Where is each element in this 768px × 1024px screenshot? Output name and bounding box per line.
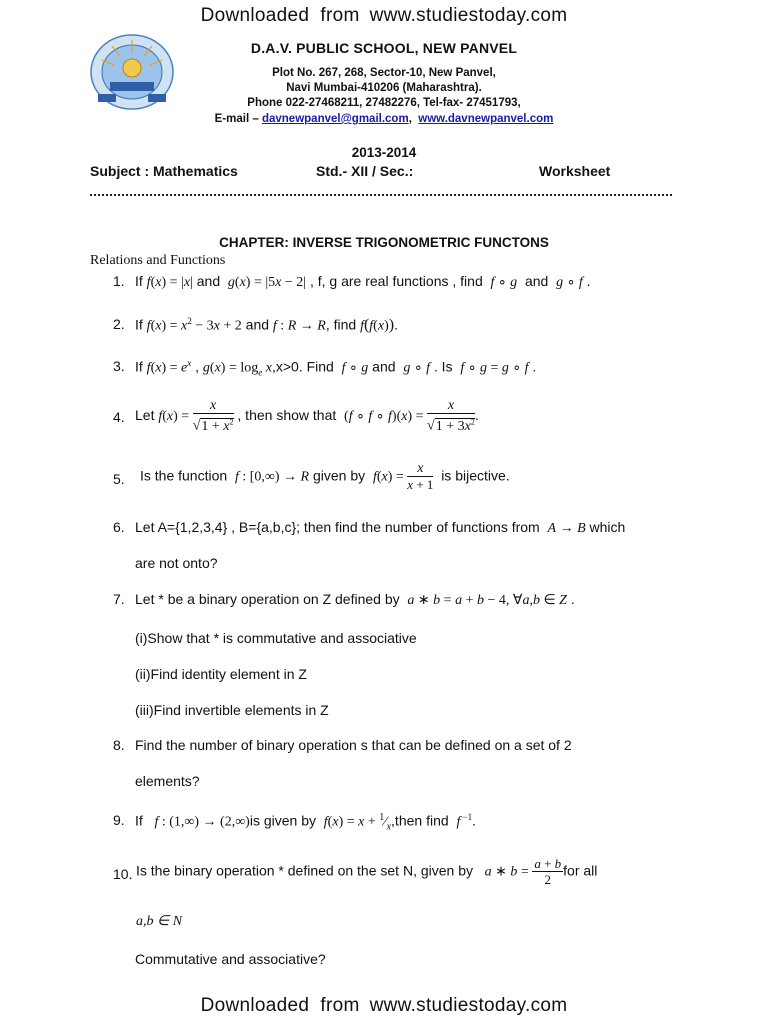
question-10-set: a,b ∈ N <box>136 914 183 929</box>
question-number: 6. <box>113 519 125 535</box>
email-line: E-mail – davnewpanvel@gmail.com, www.davnewpanvel.com <box>214 113 554 125</box>
question-text: and <box>245 316 270 333</box>
question-number: 10. <box>113 866 133 882</box>
question-text: and <box>372 358 396 375</box>
math-fraction: $\frac{x}{x + 1}$ <box>407 461 434 492</box>
math-fraction: $\frac{x}{√1 + x^2}$ <box>192 398 234 434</box>
top-download-banner <box>0 5 768 27</box>
banner-prefix: Downloaded from <box>200 995 360 1016</box>
math-expression: f <box>146 275 151 290</box>
question-number: 9. <box>113 812 125 828</box>
question-text: If <box>135 273 143 289</box>
question-text: If <box>135 812 143 829</box>
question-text: given by <box>313 467 366 484</box>
email-link[interactable]: davnewpanvel@gmail.com <box>261 113 409 125</box>
question-7-part-i: (i)Show that * is commutative and associative <box>135 630 417 646</box>
question-number: 7. <box>113 591 125 607</box>
question-number: 8. <box>113 737 125 753</box>
math-fraction: $\frac{x}{√1 + 3x^2}$ <box>427 398 475 434</box>
question-6-line-2: are not onto? <box>135 555 218 571</box>
question-text: , f, g are real functions , find <box>309 273 483 289</box>
question-number: 3. <box>113 358 125 374</box>
question-number: 4. <box>113 409 125 425</box>
question-number: 5. <box>113 471 125 487</box>
question-text: is given by <box>249 812 316 829</box>
question-text: , then show that <box>237 407 337 424</box>
question-text: If <box>135 358 143 375</box>
question-8-line-2: elements? <box>135 773 200 789</box>
math-fraction: $\frac{a + b}{2}$ <box>534 856 562 887</box>
chapter-title: CHAPTER: INVERSE TRIGONOMETRIC FUNCTONS <box>219 235 549 250</box>
question-text: ,then find <box>391 812 449 829</box>
phone-line: Phone 022-27468211, 27482276, Tel-fax- 27451793, <box>247 97 521 109</box>
dotted-divider <box>90 186 672 196</box>
banner-site-link[interactable]: www.studiestoday.com <box>369 995 568 1016</box>
question-text: and <box>524 273 549 289</box>
question-number: 1. <box>113 273 125 289</box>
question-text: and <box>196 273 221 289</box>
worksheet-label: Worksheet <box>539 163 611 179</box>
question-10-line-3: Commutative and associative? <box>135 951 326 967</box>
question-text: ,x>0. Find <box>271 358 334 375</box>
section-title: Relations and Functions <box>90 253 226 268</box>
bottom-download-banner <box>0 995 768 1017</box>
subject-label: Subject : Mathematics <box>90 163 238 179</box>
question-text: Is the function <box>140 467 228 484</box>
banner-prefix: Downloaded from <box>200 5 360 26</box>
question-7-part-iii: (iii)Find invertible elements in Z <box>135 702 329 718</box>
question-text: If <box>135 316 143 333</box>
question-text: which <box>589 519 626 535</box>
question-text: Let * be a binary operation on Z defined by <box>135 591 400 607</box>
email-label: E-mail – <box>214 113 262 125</box>
question-text: is bijective. <box>441 467 510 484</box>
question-text: Find the number of binary operation s that can be defined on a set of 2 <box>135 737 572 753</box>
question-text: . Is <box>433 358 453 375</box>
question-7-part-ii: (ii)Find identity element in Z <box>135 666 307 682</box>
question-text: , find <box>325 316 357 333</box>
school-name: D.A.V. PUBLIC SCHOOL, NEW PANVEL <box>250 40 518 56</box>
banner-site-link[interactable]: www.studiestoday.com <box>369 5 568 26</box>
question-number: 2. <box>113 316 125 332</box>
academic-year: 2013-2014 <box>351 145 417 160</box>
std-label: Std.- XII / Sec.: <box>316 163 414 179</box>
question-text: Let <box>135 407 155 424</box>
address-line-1: Plot No. 267, 268, Sector-10, New Panvel, <box>272 67 496 79</box>
address-line-2: Navi Mumbai-410206 (Maharashtra). <box>286 82 482 94</box>
website-link[interactable]: www.davnewpanvel.com <box>418 113 554 125</box>
question-text: Is the binary operation * defined on the set N, given by <box>136 862 473 879</box>
question-text: Let A={1,2,3,4} , B={a,b,c}; then find the number of functions from <box>135 519 540 535</box>
question-text: for all <box>563 862 598 879</box>
